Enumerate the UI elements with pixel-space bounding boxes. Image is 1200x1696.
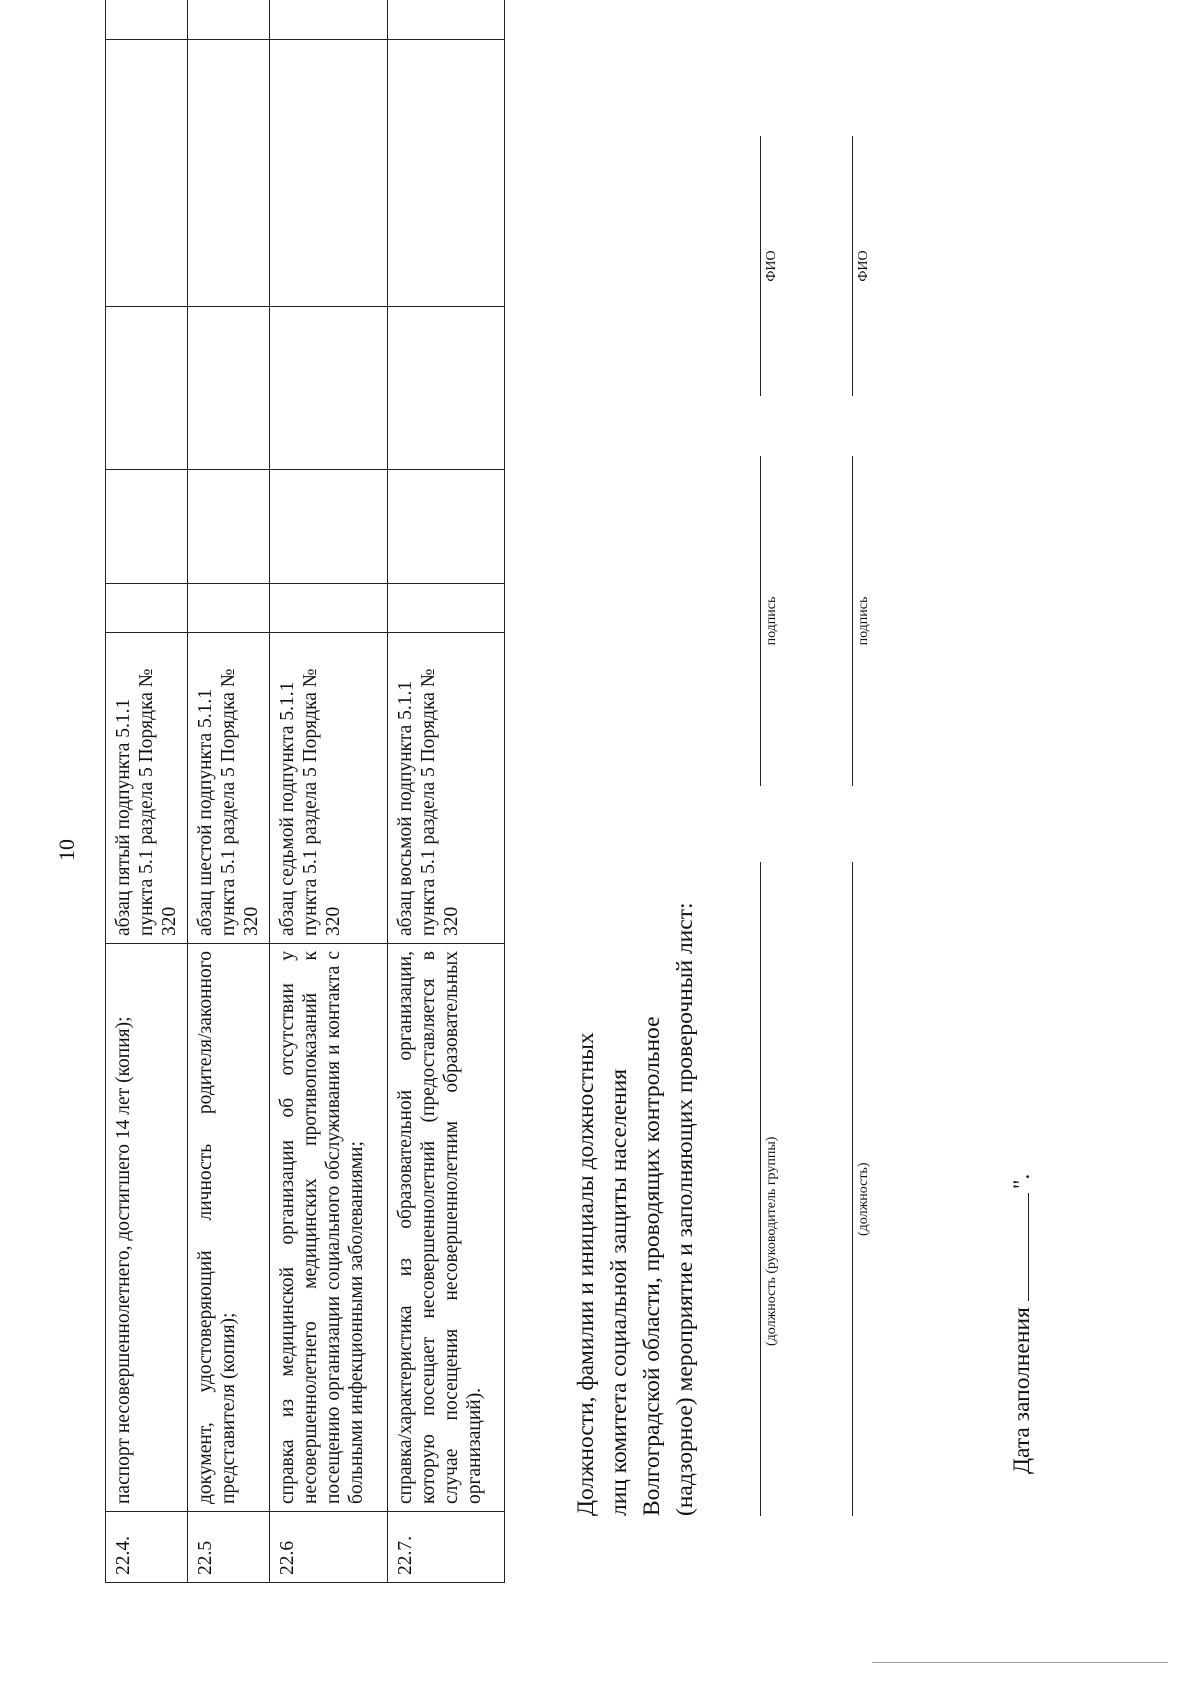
legal-reference: абзац восьмой подпункта 5.1.1 пункта 5.1 раздела 5 Порядка № 320: [388, 633, 505, 944]
empty-cell: [270, 584, 388, 633]
name-caption: ФИО: [856, 250, 871, 282]
row-number: 22.6: [270, 1512, 388, 1583]
officials-heading: [570, 903, 702, 1517]
empty-cell: [106, 584, 188, 633]
position-caption: (должность): [856, 1162, 871, 1236]
row-number: 22.7.: [388, 1512, 505, 1583]
empty-cell: [106, 0, 188, 40]
empty-cell: [106, 40, 188, 307]
officials-line: лиц комитета социальной защиты населения: [606, 1068, 632, 1516]
name-line: [852, 136, 853, 396]
fill-date-blank[interactable]: [1008, 1193, 1029, 1301]
name-line: [760, 136, 761, 396]
table-row: [106, 0, 188, 1583]
name-caption: ФИО: [764, 250, 779, 282]
table-row: [188, 0, 270, 1583]
empty-cell: [388, 307, 505, 470]
officials-line: Волгоградской области, проводящих контрольное: [639, 1016, 665, 1516]
table-row: [270, 0, 388, 1583]
row-number: 22.4.: [106, 1512, 188, 1583]
table-row: [388, 0, 505, 1583]
empty-cell: [106, 307, 188, 470]
empty-cell: [388, 0, 505, 40]
signature-line: [852, 456, 853, 786]
row-number: 22.5: [188, 1512, 270, 1583]
officials-line: Должности, фамилии и инициалы должностных: [573, 1032, 599, 1516]
empty-cell: [270, 0, 388, 40]
empty-cell: [106, 470, 188, 584]
officials-line: (надзорное) мероприятие и заполняющих проверочный лист:: [672, 902, 698, 1516]
fill-date-suffix: ".: [1009, 1173, 1035, 1190]
requirement-text: документ, удостоверяющий личность родителя/законного представителя (копия);: [188, 944, 270, 1512]
position-line: [852, 862, 853, 1516]
legal-reference: абзац пятый подпункта 5.1.1 пункта 5.1 раздела 5 Порядка № 320: [106, 633, 188, 944]
empty-cell: [188, 40, 270, 307]
page-number: 10: [54, 839, 79, 861]
empty-cell: [188, 307, 270, 470]
scan-edge-line: [872, 1662, 1168, 1663]
legal-reference: абзац шестой подпункта 5.1.1 пункта 5.1 раздела 5 Порядка № 320: [188, 633, 270, 944]
signature-caption: подпись: [856, 596, 871, 646]
requirement-text: справка из медицинской организации об отсутствии у несовершеннолетнего медицинских противопоказаний к посещению организации социального обслуживания и контакта с больными инфекционными заболеваниями;: [270, 944, 388, 1512]
fill-date-label: Дата заполнения: [1009, 1307, 1035, 1474]
empty-cell: [188, 470, 270, 584]
fill-date: [1008, 1174, 1036, 1474]
position-caption: (должность (руководитель группы): [764, 1136, 779, 1346]
empty-cell: [188, 584, 270, 633]
legal-reference: абзац седьмой подпункта 5.1.1 пункта 5.1 раздела 5 Порядка № 320: [270, 633, 388, 944]
signature-line: [760, 456, 761, 786]
requirement-text: паспорт несовершеннолетнего, достигшего 14 лет (копия);: [106, 944, 188, 1512]
signature-caption: подпись: [764, 596, 779, 646]
requirement-text: справка/характеристика из образовательной организации, которую посещает несовершеннолетний (предоставляется в случае посещения несовершеннолетним образовательных организаций).: [388, 944, 505, 1512]
empty-cell: [270, 307, 388, 470]
empty-cell: [270, 40, 388, 307]
empty-cell: [188, 0, 270, 40]
empty-cell: [270, 470, 388, 584]
position-line: [760, 862, 761, 1516]
empty-cell: [388, 470, 505, 584]
empty-cell: [388, 584, 505, 633]
empty-cell: [388, 40, 505, 307]
checklist-table: [105, 0, 505, 1583]
